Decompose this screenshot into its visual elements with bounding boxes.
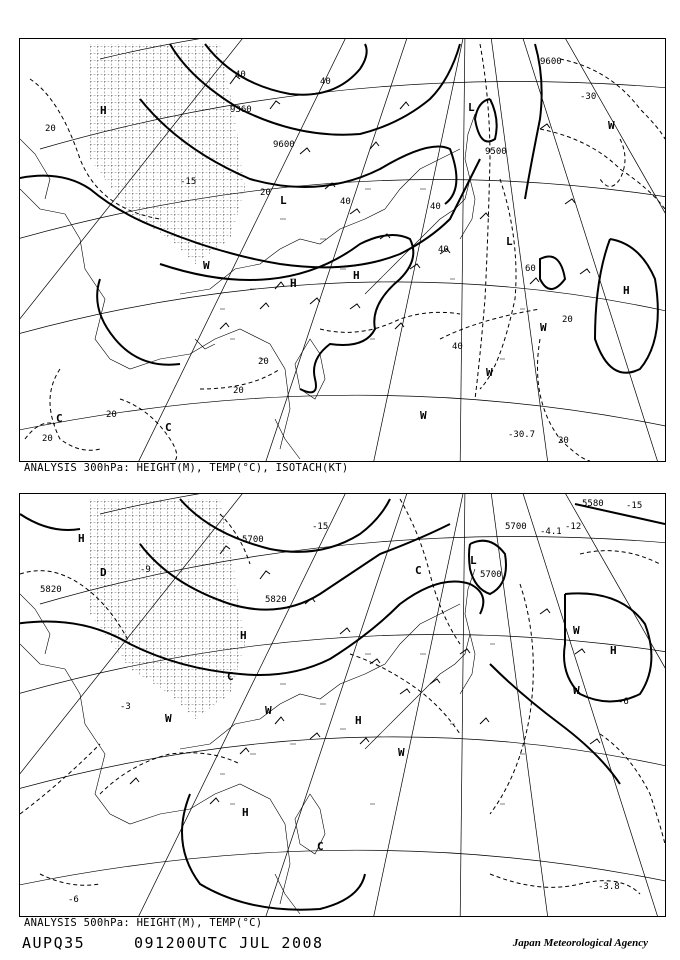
high-center-marker: H (290, 277, 297, 290)
map-panel-500hpa (19, 493, 666, 917)
temperature-label: -6 (68, 895, 79, 905)
dry-center-marker: D (100, 566, 107, 579)
isotach-label: 60 (525, 264, 536, 274)
station-plots (220, 644, 525, 804)
height-label: 9500 (485, 147, 507, 157)
height-label: 5700 (242, 535, 264, 545)
warm-center-marker: W (573, 624, 580, 637)
map-panel-300hpa (19, 38, 666, 462)
height-label: 9600 (540, 57, 562, 67)
temperature-label: -30 (580, 92, 597, 102)
isotach-label: 40 (340, 197, 351, 207)
isotach-label: 20 (233, 386, 244, 396)
valid-time: 091200UTC JUL 2008 (134, 934, 324, 952)
warm-center-marker: W (265, 704, 272, 717)
low-center-marker: L (280, 194, 287, 207)
height-label: 5820 (40, 585, 62, 595)
agency-credit: Japan Meteorological Agency (512, 937, 648, 949)
temperature-label: -6 (618, 697, 629, 707)
warm-center-marker: W (486, 366, 493, 379)
cold-center-marker: C (227, 670, 234, 683)
height-label: 5580 (582, 499, 604, 509)
cold-center-marker: C (56, 412, 63, 425)
height-label: 5820 (265, 595, 287, 605)
map-500hpa-svg (20, 494, 665, 916)
low-center-marker: L (470, 554, 477, 567)
isotach-label: 40 (320, 77, 331, 87)
high-center-marker: H (78, 532, 85, 545)
isotach-label: 40 (438, 245, 449, 255)
cold-center-marker: C (415, 564, 422, 577)
wind-barbs (220, 76, 590, 329)
product-header (22, 934, 324, 952)
height-label: 5700 (505, 522, 527, 532)
temperature-label: -15 (180, 177, 197, 187)
isotach-label: 20 (562, 315, 573, 325)
warm-center-marker: W (540, 321, 547, 334)
height-label: 5700 (480, 570, 502, 580)
temperature-label: -9 (140, 565, 151, 575)
product-code: AUPQ35 (22, 934, 86, 952)
isotach-label: 20 (258, 357, 269, 367)
low-center-marker: L (506, 235, 513, 248)
cold-center-marker: C (165, 421, 172, 434)
high-center-marker: H (240, 629, 247, 642)
height-label: 40 (235, 70, 246, 80)
isotach-label: 20 (260, 188, 271, 198)
coastlines (20, 569, 475, 914)
high-center-marker: H (355, 714, 362, 727)
isotach-label: 40 (452, 342, 463, 352)
temperature-label: -12 (565, 522, 582, 532)
isotach-label: 20 (106, 410, 117, 420)
high-center-marker: H (623, 284, 630, 297)
temperature-label: -15 (626, 501, 643, 511)
isotach-label: 40 (430, 202, 441, 212)
warm-center-marker: W (420, 409, 427, 422)
isotach-label: 20 (42, 434, 53, 444)
isotach-label: 20 (558, 436, 569, 446)
temperature-label: -30.7 (508, 430, 536, 440)
caption-500hpa: ANALYSIS 500hPa: HEIGHT(M), TEMP(°C) (24, 917, 263, 929)
height-label: 9600 (273, 140, 295, 150)
height-label: 9360 (230, 105, 252, 115)
coastlines (20, 114, 475, 459)
high-center-marker: H (353, 269, 360, 282)
warm-center-marker: W (165, 712, 172, 725)
temperature-label: -3 (120, 702, 131, 712)
high-center-marker: H (100, 104, 107, 117)
low-center-marker: L (468, 101, 475, 114)
warm-center-marker: W (608, 119, 615, 132)
caption-300hpa: ANALYSIS 300hPa: HEIGHT(M), TEMP(°C), ISOTACH(KT) (24, 462, 349, 474)
high-center-marker: H (242, 806, 249, 819)
temperature-label: -15 (312, 522, 329, 532)
warm-center-marker: W (398, 746, 405, 759)
temperature-label: -3.8 (598, 882, 620, 892)
warm-center-marker: W (573, 684, 580, 697)
warm-center-marker: W (203, 259, 210, 272)
high-center-marker: H (610, 644, 617, 657)
temperature-label: -4.1 (540, 527, 562, 537)
isotach-label: 20 (45, 124, 56, 134)
map-300hpa-svg (20, 39, 665, 461)
cold-center-marker: C (317, 840, 324, 853)
